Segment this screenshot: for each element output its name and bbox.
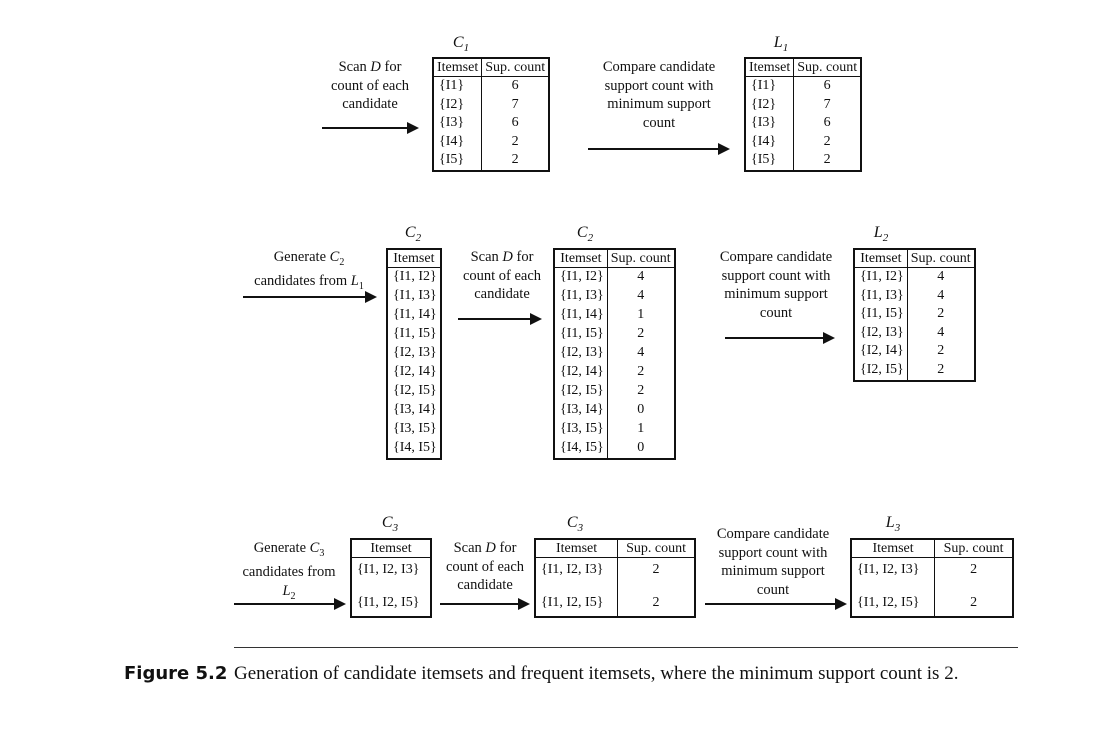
table-row bbox=[535, 591, 695, 617]
table-row bbox=[554, 344, 675, 363]
sup-count-cell: 4 bbox=[907, 324, 974, 343]
table-row bbox=[387, 306, 441, 325]
header-itemset: Itemset bbox=[851, 539, 935, 558]
row-spacer bbox=[535, 583, 695, 591]
sup-count-cell: 2 bbox=[607, 325, 674, 344]
header-sup-count: Sup. count bbox=[618, 539, 695, 558]
itemset-cell: {I2, I5} bbox=[393, 383, 437, 399]
sup-count-cell: 4 bbox=[607, 344, 674, 363]
itemset-cell: {I2} bbox=[439, 96, 465, 112]
header-itemset: Itemset bbox=[351, 539, 431, 558]
sup-count-cell: 6 bbox=[482, 114, 549, 133]
table-name-c3b: $C_3$ bbox=[566, 514, 584, 535]
table-row bbox=[745, 96, 861, 115]
sup-count-cell: 7 bbox=[794, 96, 861, 115]
table-row bbox=[433, 96, 549, 115]
itemset-cell: {I1, I2} bbox=[860, 269, 904, 284]
table-row bbox=[854, 324, 975, 343]
table-row bbox=[387, 439, 441, 459]
header-itemset: Itemset bbox=[554, 249, 607, 268]
arrow-into-l3 bbox=[705, 603, 845, 605]
itemset-cell: {I1, I3} bbox=[860, 287, 904, 303]
itemset-cell: {I1, I2, I5} bbox=[857, 595, 920, 611]
itemset-cell: {I1, I2} bbox=[393, 269, 437, 285]
table-row bbox=[387, 325, 441, 344]
step-compare-1: Compare candidate support count with minimum support count bbox=[602, 59, 716, 131]
sup-count-cell: 2 bbox=[907, 305, 974, 324]
sup-count-cell: 2 bbox=[607, 363, 674, 382]
table-row bbox=[554, 401, 675, 420]
header-sup-count: Sup. count bbox=[907, 249, 974, 268]
itemset-cell: {I2, I3} bbox=[560, 345, 604, 361]
itemset-cell: {I1, I5} bbox=[860, 306, 904, 322]
itemset-cell: {I2, I3} bbox=[860, 324, 904, 340]
header-itemset: Itemset bbox=[535, 539, 618, 558]
sup-count-cell: 2 bbox=[618, 591, 695, 617]
arrow-into-c3a bbox=[234, 603, 344, 605]
table-row bbox=[851, 558, 1013, 584]
table-row bbox=[854, 361, 975, 381]
itemset-cell: {I1, I5} bbox=[393, 326, 437, 342]
table-row bbox=[387, 401, 441, 420]
itemset-cell: {I1, I4} bbox=[560, 307, 604, 323]
table-c3a bbox=[350, 538, 432, 618]
table-row bbox=[387, 287, 441, 306]
itemset-cell: {I1, I2} bbox=[560, 269, 604, 285]
table-row bbox=[554, 325, 675, 344]
itemset-cell: {I2, I4} bbox=[560, 364, 604, 380]
table-row bbox=[433, 77, 549, 96]
sup-count-cell: 1 bbox=[607, 306, 674, 325]
table-row bbox=[854, 342, 975, 361]
table-row bbox=[387, 344, 441, 363]
table-name-l2: $L_2$ bbox=[873, 224, 889, 245]
caption-rule bbox=[234, 647, 1018, 648]
table-name-l3: $L_3$ bbox=[885, 514, 901, 535]
itemset-cell: {I1, I5} bbox=[560, 326, 604, 342]
step-scan-d-3: Scan D for count of each candidate bbox=[445, 540, 525, 593]
sup-count-cell: 4 bbox=[607, 268, 674, 288]
header-sup-count: Sup. count bbox=[935, 539, 1013, 558]
sup-count-cell: 2 bbox=[935, 591, 1013, 617]
arrow-into-c2b bbox=[458, 318, 540, 320]
itemset-cell: {I3} bbox=[439, 115, 465, 131]
step-scan-d-2: Scan D for count of each candidate bbox=[462, 249, 542, 302]
table-row bbox=[554, 439, 675, 459]
itemset-cell: {I3, I5} bbox=[560, 421, 604, 437]
step-generate-c2: Generate $C_2$ candidates from $L_1$ bbox=[254, 249, 364, 293]
itemset-cell: {I1, I2, I3} bbox=[857, 562, 920, 578]
table-l3 bbox=[850, 538, 1014, 618]
table-c2a bbox=[386, 248, 442, 460]
sup-count-cell: 2 bbox=[935, 558, 1013, 584]
table-row bbox=[745, 133, 861, 152]
caption-label: Figure 5.2 bbox=[124, 663, 228, 684]
itemset-cell: {I2, I3} bbox=[393, 345, 437, 361]
header-sup-count: Sup. count bbox=[482, 58, 549, 77]
itemset-cell: {I1, I3} bbox=[393, 288, 437, 304]
table-l1 bbox=[744, 57, 862, 172]
sup-count-cell: 6 bbox=[482, 77, 549, 96]
itemset-cell: {I1, I2, I3} bbox=[357, 562, 420, 578]
itemset-cell: {I4} bbox=[751, 133, 777, 149]
itemset-cell: {I3, I4} bbox=[393, 402, 437, 418]
arrow-into-c1 bbox=[322, 127, 417, 129]
table-c3b bbox=[534, 538, 696, 618]
table-row bbox=[433, 133, 549, 152]
itemset-cell: {I4, I5} bbox=[393, 440, 437, 456]
table-row bbox=[387, 382, 441, 401]
header-itemset: Itemset bbox=[433, 58, 482, 77]
arrow-into-c3b bbox=[440, 603, 528, 605]
table-row bbox=[745, 77, 861, 96]
itemset-cell: {I2, I4} bbox=[393, 364, 437, 380]
row-spacer bbox=[351, 583, 431, 591]
table-row bbox=[554, 382, 675, 401]
sup-count-cell: 2 bbox=[794, 151, 861, 171]
table-row bbox=[387, 420, 441, 439]
itemset-cell: {I1, I2, I3} bbox=[541, 562, 604, 578]
sup-count-cell: 2 bbox=[907, 361, 974, 381]
table-row bbox=[854, 305, 975, 324]
itemset-cell: {I2, I4} bbox=[860, 343, 904, 359]
table-row bbox=[433, 114, 549, 133]
table-row bbox=[535, 558, 695, 584]
row-spacer bbox=[851, 583, 1013, 591]
itemset-cell: {I4} bbox=[439, 133, 465, 149]
itemset-cell: {I2, I5} bbox=[860, 361, 904, 377]
table-row bbox=[387, 268, 441, 288]
table-row bbox=[854, 268, 975, 287]
table-row bbox=[745, 151, 861, 171]
header-sup-count: Sup. count bbox=[794, 58, 861, 77]
table-row bbox=[745, 114, 861, 133]
step-generate-c3: Generate $C_3$ candidates from $L_2$ bbox=[242, 540, 336, 602]
itemset-cell: {I3, I4} bbox=[560, 402, 604, 418]
arrow-into-c2a bbox=[243, 296, 375, 298]
header-itemset: Itemset bbox=[854, 249, 907, 268]
arrow-into-l1 bbox=[588, 148, 728, 150]
table-row bbox=[854, 287, 975, 306]
itemset-cell: {I1, I4} bbox=[393, 307, 437, 323]
table-row bbox=[554, 306, 675, 325]
itemset-cell: {I2} bbox=[751, 96, 777, 112]
sup-count-cell: 2 bbox=[907, 342, 974, 361]
itemset-cell: {I1, I2, I5} bbox=[357, 595, 420, 611]
step-compare-3: Compare candidate support count with minimum support count bbox=[716, 526, 830, 598]
step-scan-d-1: Scan D for count of each candidate bbox=[330, 59, 410, 112]
table-name-l1: $L_1$ bbox=[773, 34, 789, 55]
sup-count-cell: 2 bbox=[482, 133, 549, 152]
itemset-cell: {I1, I2, I5} bbox=[541, 595, 604, 611]
table-c1 bbox=[432, 57, 550, 172]
sup-count-cell: 4 bbox=[907, 268, 974, 287]
table-row bbox=[387, 363, 441, 382]
header-itemset: Itemset bbox=[387, 249, 441, 268]
itemset-cell: {I2, I5} bbox=[560, 383, 604, 399]
table-row bbox=[554, 420, 675, 439]
caption-text: Generation of candidate itemsets and frequent itemsets, where the minimum support count is 2. bbox=[234, 663, 959, 684]
table-l2 bbox=[853, 248, 976, 382]
step-compare-2: Compare candidate support count with minimum support count bbox=[719, 249, 833, 321]
itemset-cell: {I1} bbox=[439, 78, 465, 93]
sup-count-cell: 4 bbox=[907, 287, 974, 306]
sup-count-cell: 2 bbox=[482, 151, 549, 171]
sup-count-cell: 0 bbox=[607, 439, 674, 459]
header-sup-count: Sup. count bbox=[607, 249, 674, 268]
figure-caption bbox=[124, 660, 1024, 688]
sup-count-cell: 1 bbox=[607, 420, 674, 439]
table-name-c2b: $C_2$ bbox=[576, 224, 594, 245]
itemset-cell: {I3, I5} bbox=[393, 421, 437, 437]
table-name-c3a: $C_3$ bbox=[381, 514, 399, 535]
table-row bbox=[554, 287, 675, 306]
table-name-c2a: $C_2$ bbox=[404, 224, 422, 245]
table-c2b bbox=[553, 248, 676, 460]
itemset-cell: {I1} bbox=[751, 78, 777, 93]
sup-count-cell: 6 bbox=[794, 77, 861, 96]
table-name-c1: $C_1$ bbox=[452, 34, 470, 55]
table-row bbox=[851, 591, 1013, 617]
sup-count-cell: 2 bbox=[794, 133, 861, 152]
table-row bbox=[554, 268, 675, 288]
table-row bbox=[433, 151, 549, 171]
itemset-cell: {I5} bbox=[439, 152, 465, 168]
itemset-cell: {I1, I3} bbox=[560, 288, 604, 304]
header-itemset: Itemset bbox=[745, 58, 794, 77]
itemset-cell: {I4, I5} bbox=[560, 440, 604, 456]
sup-count-cell: 7 bbox=[482, 96, 549, 115]
sup-count-cell: 4 bbox=[607, 287, 674, 306]
arrow-into-l2 bbox=[725, 337, 833, 339]
itemset-cell: {I5} bbox=[751, 152, 777, 168]
sup-count-cell: 2 bbox=[618, 558, 695, 584]
sup-count-cell: 2 bbox=[607, 382, 674, 401]
sup-count-cell: 0 bbox=[607, 401, 674, 420]
itemset-cell: {I3} bbox=[751, 115, 777, 131]
table-row bbox=[554, 363, 675, 382]
sup-count-cell: 6 bbox=[794, 114, 861, 133]
table-row bbox=[351, 591, 431, 617]
table-row bbox=[351, 558, 431, 584]
